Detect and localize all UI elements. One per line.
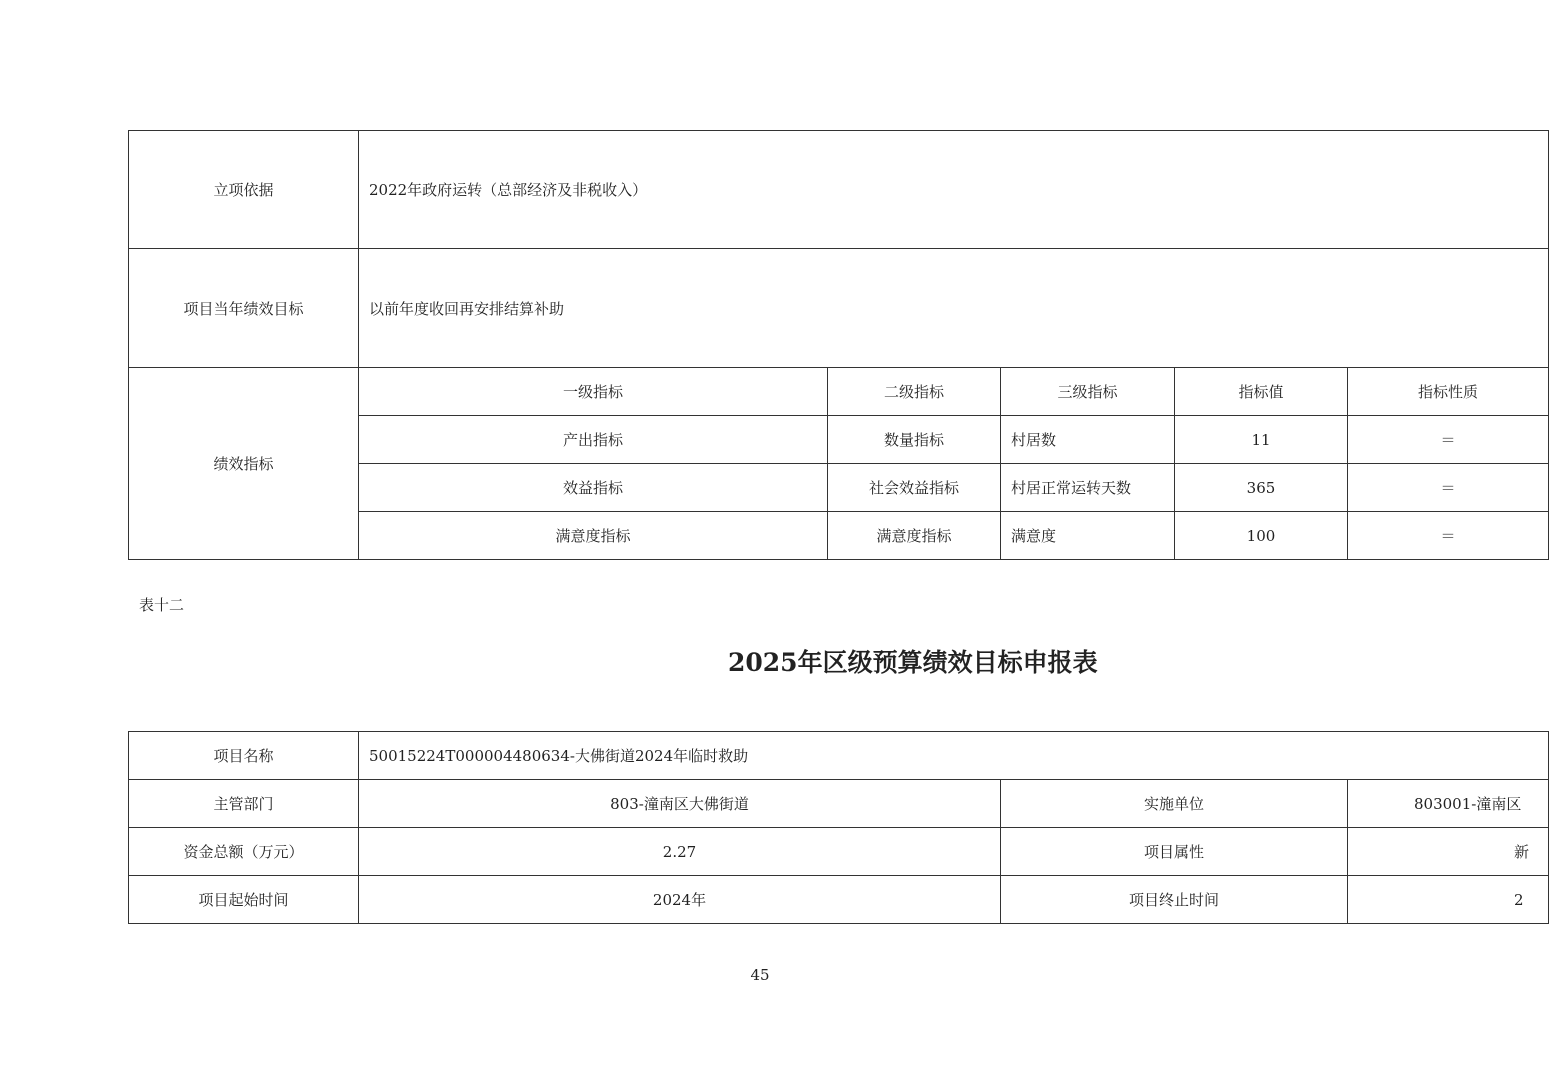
project-name-label: 项目名称	[129, 732, 359, 780]
table-caption: 表十二	[139, 596, 185, 614]
header-level3: 三级指标	[1001, 368, 1175, 416]
row-level3: 满意度	[1001, 512, 1175, 560]
row-level1: 效益指标	[359, 464, 828, 512]
attr-label: 项目属性	[1001, 828, 1348, 876]
dept-label: 主管部门	[129, 780, 359, 828]
start-value: 2024年	[359, 876, 1001, 924]
project-name-value: 50015224T000004480634-大佛街道2024年临时救助	[359, 732, 1549, 780]
goal-label: 项目当年绩效目标	[129, 249, 359, 368]
impl-value: 803001-潼南区	[1348, 780, 1549, 828]
page-title: 2025年区级预算绩效目标申报表	[728, 648, 1098, 677]
start-label: 项目起始时间	[129, 876, 359, 924]
goal-value: 以前年度收回再安排结算补助	[359, 249, 1549, 368]
row-nature: ＝	[1348, 416, 1549, 464]
basis-value: 2022年政府运转（总部经济及非税收入）	[359, 131, 1549, 249]
performance-indicator-table	[128, 130, 1549, 560]
indicators-label: 绩效指标	[129, 368, 359, 560]
page-number: 45	[750, 966, 770, 984]
header-nature: 指标性质	[1348, 368, 1549, 416]
end-label: 项目终止时间	[1001, 876, 1348, 924]
row-value: 11	[1175, 416, 1348, 464]
row-level1: 满意度指标	[359, 512, 828, 560]
attr-value: 新	[1348, 828, 1549, 876]
row-level3: 村居正常运转天数	[1001, 464, 1175, 512]
header-level2: 二级指标	[828, 368, 1001, 416]
row-nature: ＝	[1348, 464, 1549, 512]
row-value: 365	[1175, 464, 1348, 512]
row-level3: 村居数	[1001, 416, 1175, 464]
end-value: 2	[1348, 876, 1549, 924]
row-level2: 满意度指标	[828, 512, 1001, 560]
row-level1: 产出指标	[359, 416, 828, 464]
row-nature: ＝	[1348, 512, 1549, 560]
row-level2: 数量指标	[828, 416, 1001, 464]
row-value: 100	[1175, 512, 1348, 560]
basis-label: 立项依据	[129, 131, 359, 249]
impl-label: 实施单位	[1001, 780, 1348, 828]
funds-value: 2.27	[359, 828, 1001, 876]
dept-value: 803-潼南区大佛街道	[359, 780, 1001, 828]
header-level1: 一级指标	[359, 368, 828, 416]
funds-label: 资金总额（万元）	[129, 828, 359, 876]
row-level2: 社会效益指标	[828, 464, 1001, 512]
header-value: 指标值	[1175, 368, 1348, 416]
project-info-table	[128, 731, 1549, 924]
